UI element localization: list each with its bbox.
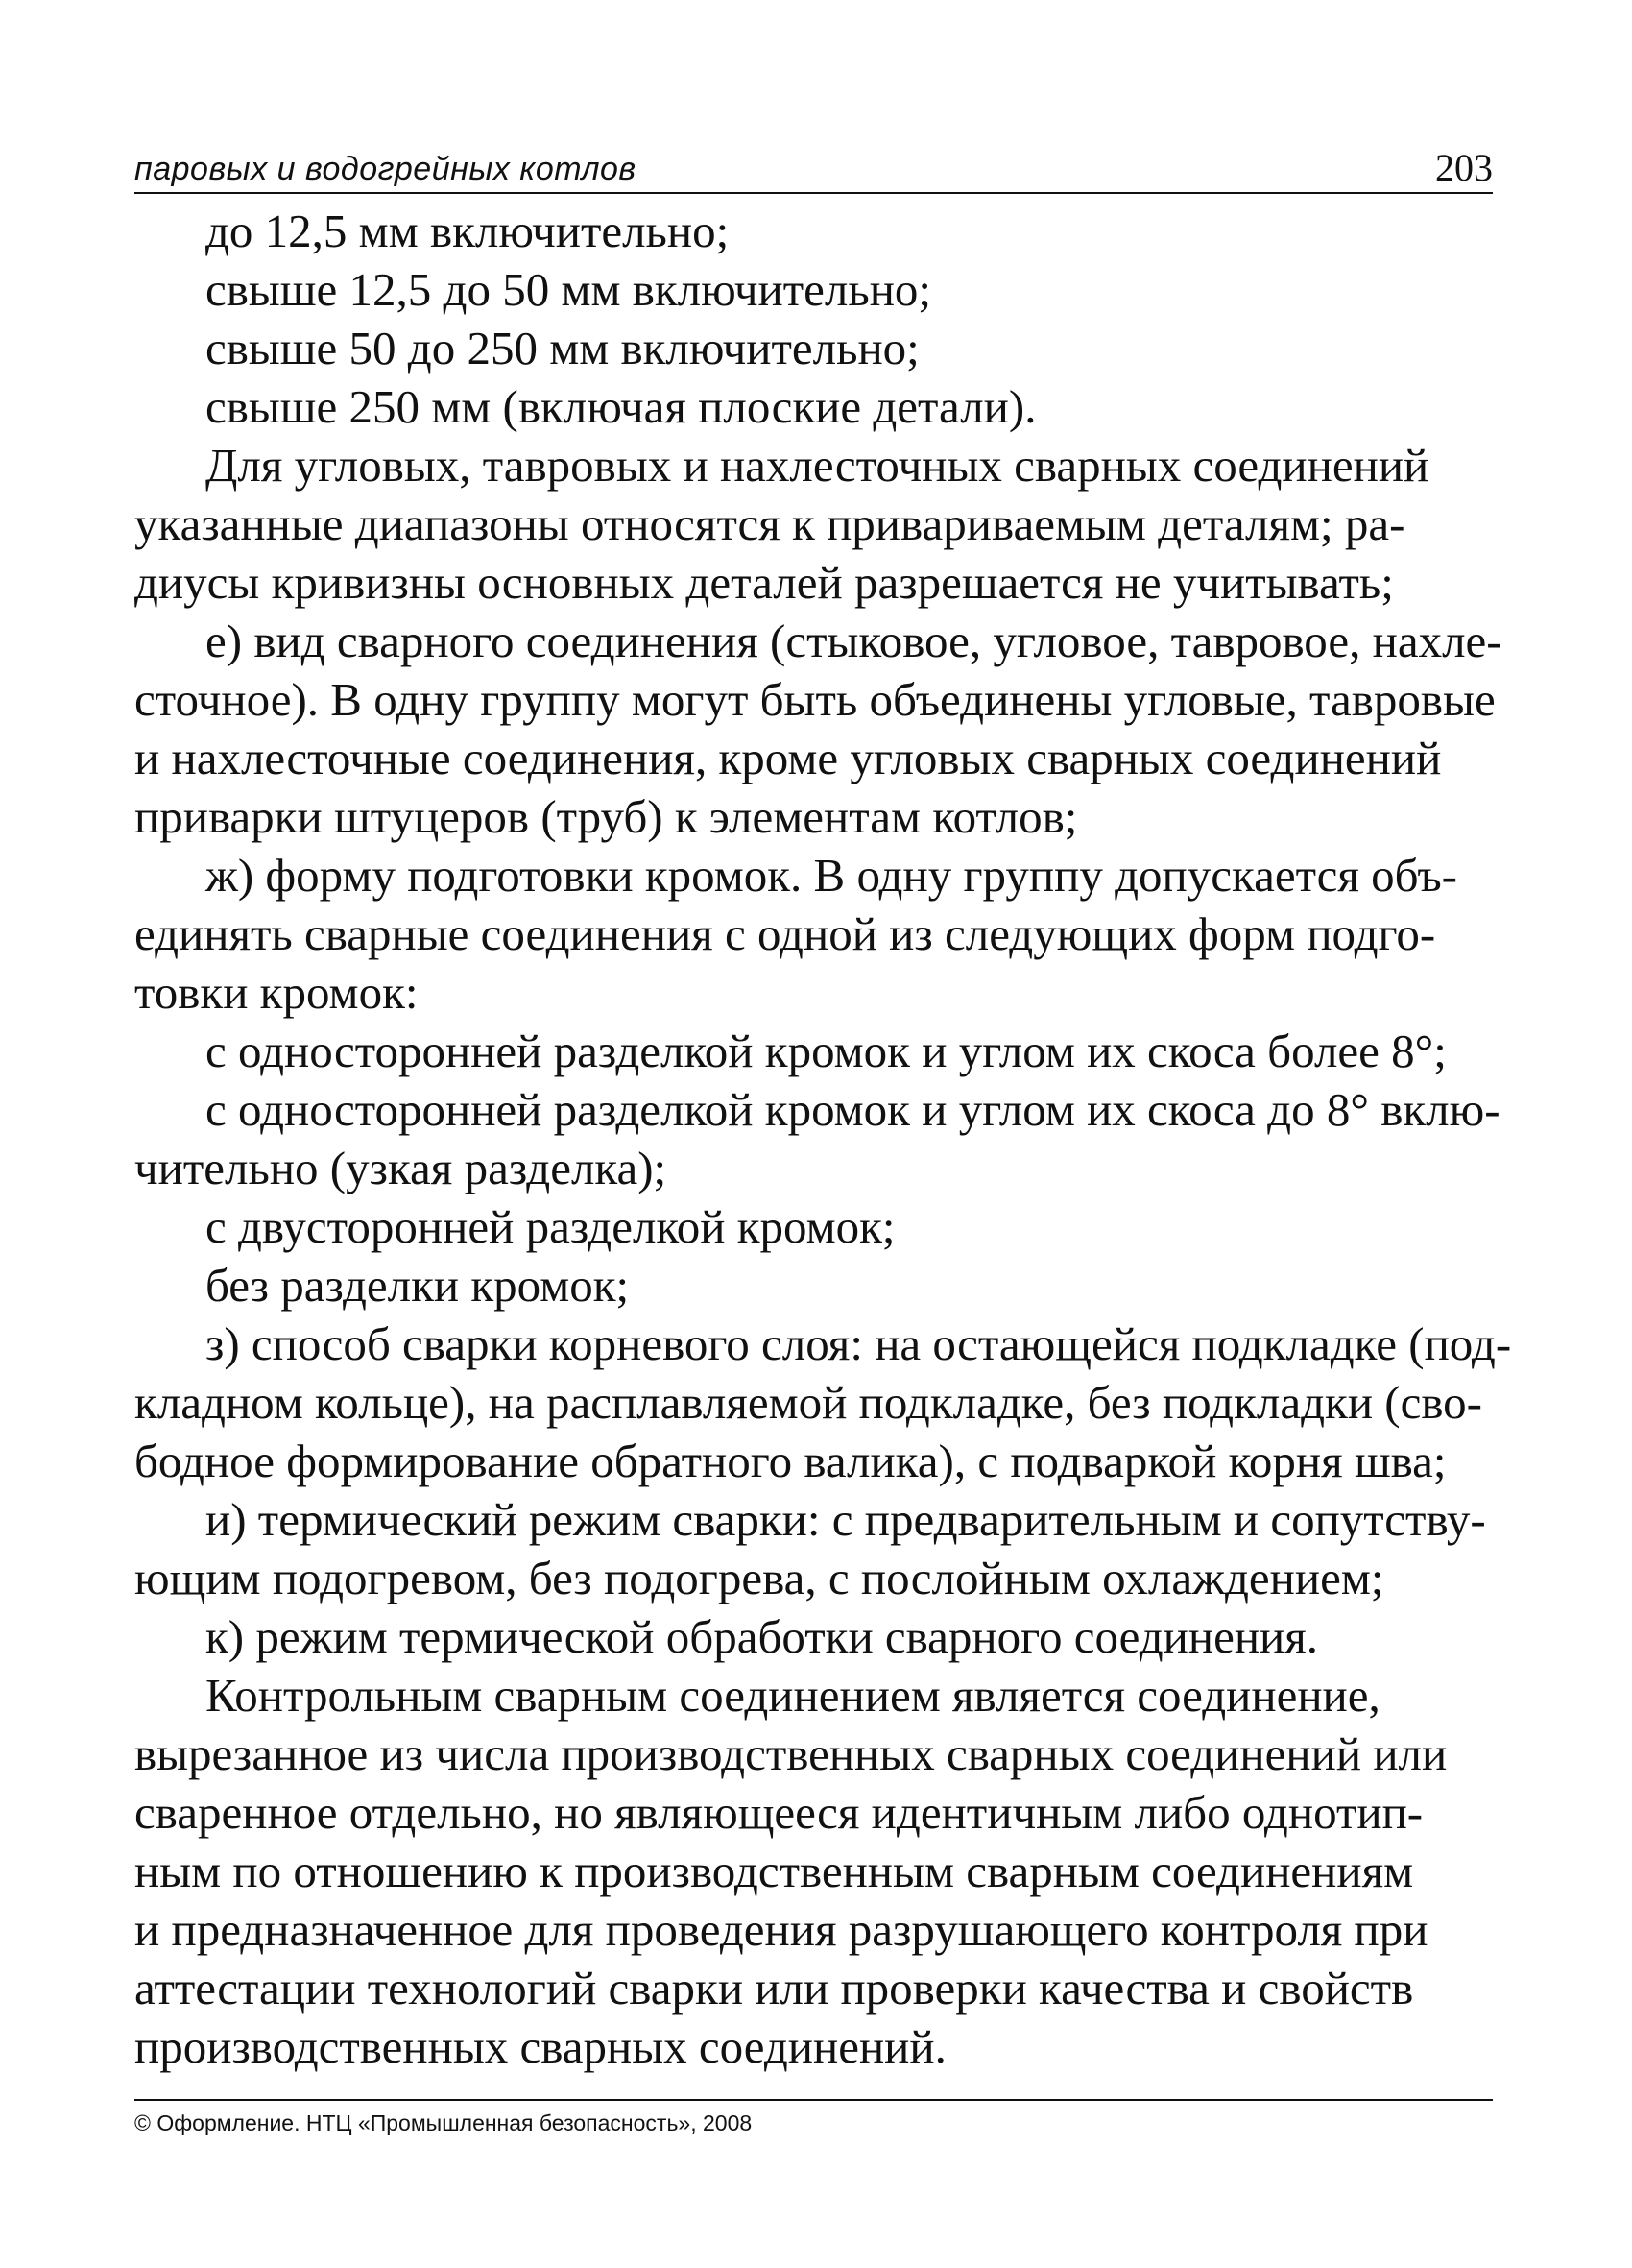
text-line: товки кромок: [134, 966, 419, 1019]
text-line: к) режим термической обработки сварного соединения. [205, 1610, 1319, 1663]
header-title: паровых и водогрейных котлов [134, 151, 636, 187]
text-line: е) вид сварного соединения (стыковое, угловое, тавровое, нахле- [205, 615, 1502, 667]
text-line: вырезанное из числа производственных сварных соединений или [134, 1727, 1448, 1780]
page-number: 203 [1435, 146, 1493, 189]
text-line: Контрольным сварным соединением является соединение, [205, 1669, 1380, 1722]
text-line: бодное формирование обратного валика), с подваркой корня шва; [134, 1435, 1447, 1487]
text-line: сваренное отдельно, но являющееся идентичным либо однотип- [134, 1786, 1424, 1839]
text-line: и) термический режим сварки: с предварительным и сопутству- [205, 1493, 1486, 1546]
running-header [134, 144, 1493, 194]
text-line: и нахлесточные соединения, кроме угловых сварных соединений [134, 732, 1442, 784]
footer-copyright: © Оформление. НТЦ «Промышленная безопасность», 2008 [134, 2111, 753, 2135]
text-line: с двусторонней разделкой кромок; [205, 1200, 896, 1253]
text-line: без разделки кромок; [205, 1259, 630, 1312]
text-line: указанные диапазоны относятся к привариваемым деталям; ра- [134, 497, 1405, 550]
text-line: ным по отношению к производственным сварным соединениям [134, 1845, 1414, 1897]
text-line: сточное). В одну группу могут быть объединены угловые, тавровые [134, 673, 1496, 726]
text-line: свыше 250 мм (включая плоские детали). [205, 380, 1037, 433]
text-line: ющим подогревом, без подогрева, с послойным охлаждением; [134, 1552, 1384, 1604]
text-line: и предназначенное для проведения разрушающего контроля при [134, 1903, 1428, 1956]
text-line: аттестации технологий сварки или проверки качества и свойств [134, 1962, 1414, 2015]
text-line: Для угловых, тавровых и нахлесточных сварных соединений [205, 439, 1429, 492]
text-line: ж) форму подготовки кромок. В одну группу допускается объ- [205, 849, 1457, 902]
text-line: чительно (узкая разделка); [134, 1142, 667, 1194]
text-line: диусы кривизны основных деталей разрешается не учитывать; [134, 556, 1394, 609]
text-line: кладном кольце), на расплавляемой подкладке, без подкладки (сво- [134, 1376, 1482, 1429]
text-line: свыше 50 до 250 мм включительно; [205, 322, 920, 374]
text-line: приварки штуцеров (труб) к элементам котлов; [134, 790, 1078, 843]
text-line: производственных сварных соединений. [134, 2020, 947, 2073]
text-line: с односторонней разделкой кромок и углом их скоса до 8° вклю- [205, 1083, 1500, 1136]
text-line: с односторонней разделкой кромок и углом их скоса более 8°; [205, 1025, 1447, 1077]
body-text [134, 202, 1512, 2076]
text-line: единять сварные соединения с одной из следующих форм подго- [134, 907, 1436, 960]
footer-divider [134, 2099, 1493, 2101]
text-line: з) способ сварки корневого слоя: на остающейся подкладке (под- [205, 1317, 1512, 1370]
text-line: до 12,5 мм включительно; [205, 205, 730, 257]
text-line: свыше 12,5 до 50 мм включительно; [205, 263, 932, 316]
